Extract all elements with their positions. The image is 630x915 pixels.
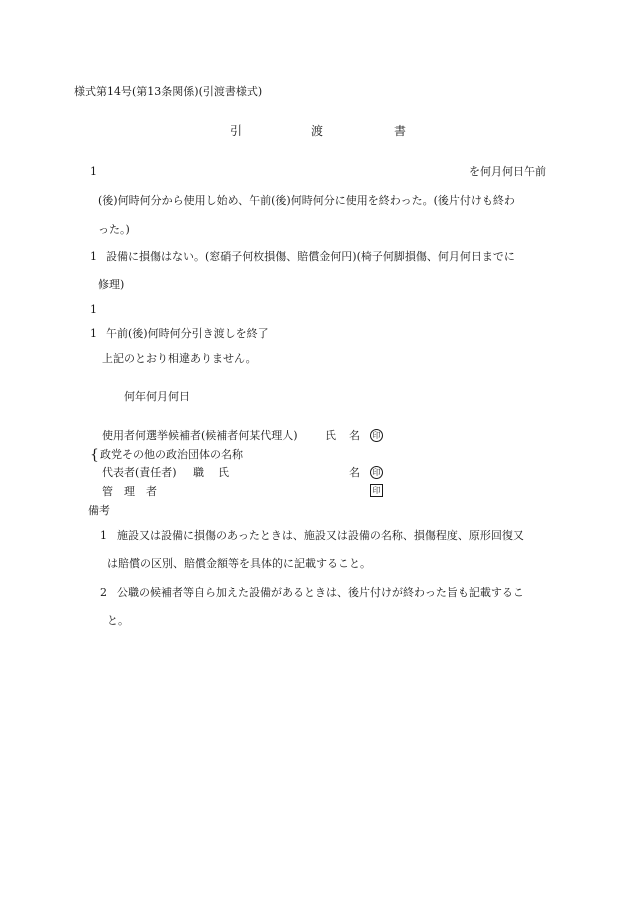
item1-number: 1	[90, 165, 97, 178]
note2-line1: 公職の候補者等自ら加えた設備があるときは、後片付けが終わった旨も記載するこ	[117, 586, 524, 599]
item2-number: 1	[90, 250, 97, 263]
form-header: 様式第14号(第13条関係)(引渡書様式)	[74, 85, 263, 98]
confirmation-text: 上記のとおり相違ありません。	[102, 352, 257, 365]
manager-label-2: 理	[124, 485, 135, 498]
title-char-2: 渡	[311, 124, 324, 138]
manager-label-3: 者	[146, 485, 157, 498]
note2-number: 2	[100, 586, 107, 599]
item2-line1: 設備に損傷はない。(窓硝子何枚損傷、賠償金何円)(椅子何脚損傷、何月何日までに	[106, 250, 515, 263]
title-char-3: 書	[394, 124, 407, 138]
item1-line2: (後)何時何分から使用し始め、午前(後)何時何分に使用を終わった。(後片付けも終わ	[98, 194, 515, 207]
note2-line2: と。	[107, 614, 129, 627]
user-name-label-1: 氏	[325, 429, 336, 442]
rep-label: 代表者(責任者)	[102, 466, 177, 479]
rep-name-label-3: 名	[349, 466, 360, 479]
rep-name-label-1: 職	[193, 466, 204, 479]
item2-line2: 修理)	[98, 278, 125, 291]
rep-seal	[370, 466, 383, 479]
user-name-label-2: 名	[349, 429, 360, 442]
seal-square-icon: 印	[370, 484, 383, 497]
item1-line3: った。)	[98, 223, 130, 236]
note1-line1: 施設又は設備に損傷のあったときは、施設又は設備の名称、損傷程度、原形回復又	[117, 529, 524, 542]
note1-line2: は賠償の区別、賠償金額等を具体的に記載すること。	[107, 557, 371, 570]
date-text: 何年何月何日	[124, 390, 190, 403]
item3-number: 1	[90, 303, 97, 316]
party-label: 政党その他の政治団体の名称	[100, 448, 243, 461]
item4-text: 午前(後)何時何分引き渡しを終了	[106, 327, 269, 340]
brace-icon: {	[90, 447, 99, 463]
note1-number: 1	[100, 529, 107, 542]
seal-circle-icon: 印	[370, 429, 383, 442]
title-char-1: 引	[230, 124, 243, 138]
item1-right-text: を何月何日午前	[469, 165, 546, 178]
user-seal	[370, 429, 383, 442]
manager-seal	[370, 484, 383, 497]
manager-label-1: 管	[102, 485, 113, 498]
rep-name-label-2: 氏	[218, 466, 229, 479]
seal-circle-icon: 印	[370, 466, 383, 479]
item4-number: 1	[90, 327, 97, 340]
user-label: 使用者何選挙候補者(候補者何某代理人)	[102, 429, 298, 442]
notes-heading: 備考	[88, 504, 110, 517]
